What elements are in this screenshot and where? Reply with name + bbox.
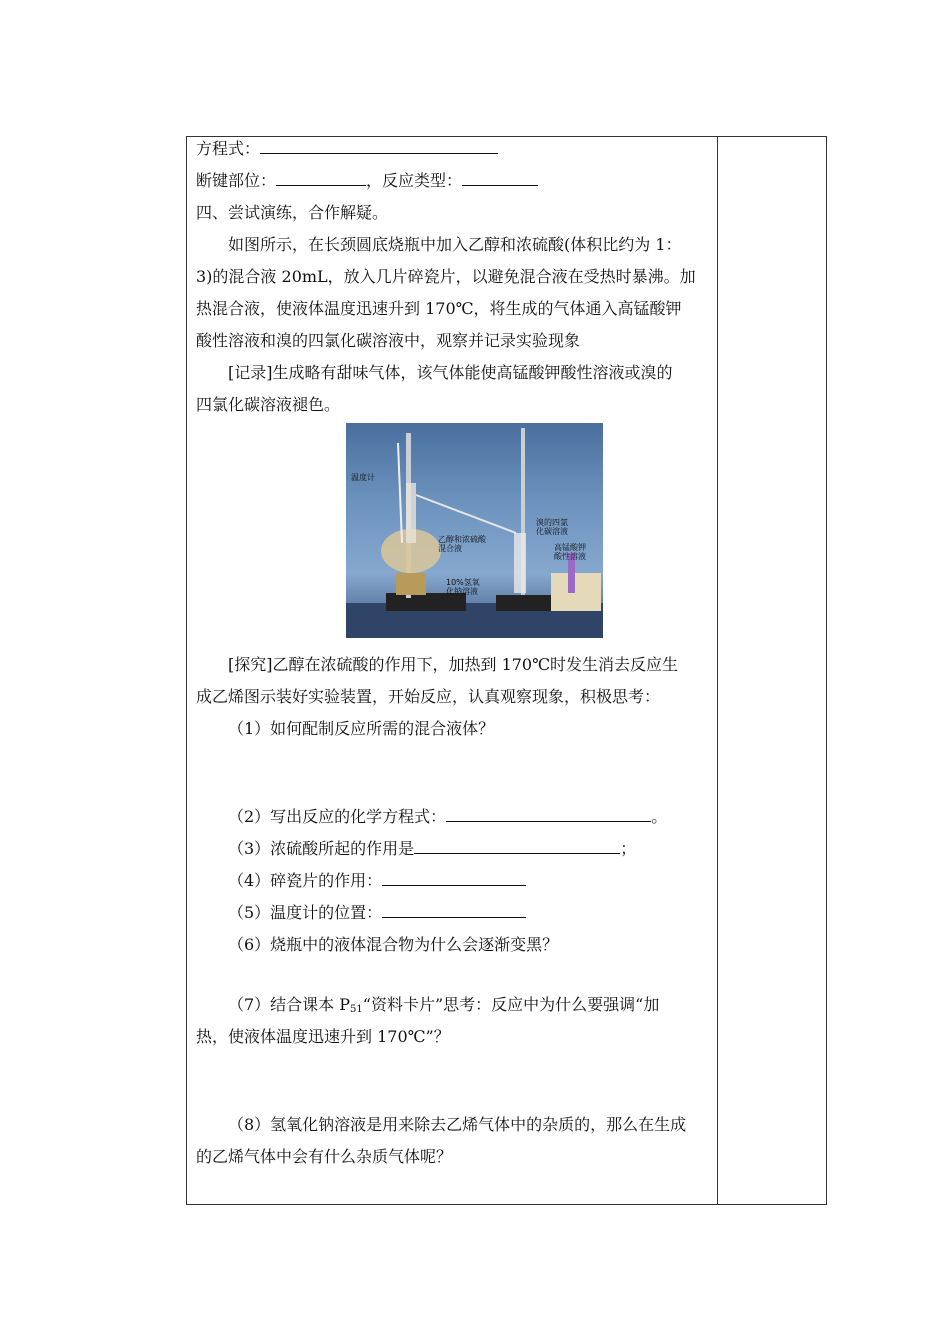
burner — [396, 573, 426, 595]
paragraph-line: 酸性溶液和溴的四氯化碳溶液中，观察并记录实验现象 — [196, 331, 581, 350]
question-3-end: ； — [620, 839, 637, 858]
question-7-text: （7）结合课本 P — [228, 995, 351, 1014]
break-label: 断键部位： — [196, 171, 277, 190]
question-2-text: （2）写出反应的化学方程式： — [228, 807, 447, 826]
section-four: 四、尝试演练，合作解疑。 — [196, 203, 389, 222]
tube-rack — [551, 573, 601, 611]
equation-blank[interactable] — [260, 139, 498, 154]
explore-line: 成乙烯图示装好实验装置，开始反应，认真观察现象，积极思考： — [196, 687, 661, 706]
question-5 — [228, 903, 526, 923]
paragraph-line: 如图所示，在长颈圆底烧瓶中加入乙醇和浓硫酸(体积比约为 1： — [228, 235, 682, 254]
column-divider — [717, 136, 718, 1205]
question-4-blank[interactable] — [382, 871, 526, 886]
record-line: 四氯化碳溶液褪色。 — [196, 395, 341, 414]
record-line: [记录]生成略有甜味气体，该气体能使高锰酸钾酸性溶液或溴的 — [228, 363, 673, 382]
question-8-line2: 的乙烯气体中会有什么杂质气体呢？ — [196, 1147, 453, 1166]
paragraph-line: 热混合液，使液体温度迅速升到 170℃，将生成的气体通入高锰酸钾 — [196, 299, 682, 318]
question-7-text-cont: “资料卡片”思考：反应中为什么要强调“加 — [362, 995, 660, 1014]
question-1: （1）如何配制反应所需的混合液体？ — [228, 719, 495, 738]
page-subscript: 51 — [350, 1004, 363, 1015]
question-7-line1 — [228, 995, 659, 1020]
label-thermometer: 温度计 — [351, 473, 375, 482]
label-kmno4: 高锰酸钾 酸性溶液 — [554, 543, 586, 561]
label-naoh: 10%氢氧 化钠溶液 — [446, 578, 480, 596]
apparatus-photo — [346, 423, 603, 638]
question-2-end: 。 — [651, 807, 668, 826]
delivery-tube — [416, 495, 516, 533]
question-4-text: （4）碎瓷片的作用： — [228, 871, 383, 890]
question-4 — [228, 871, 526, 891]
equation-line — [196, 139, 498, 159]
test-tube — [514, 533, 526, 593]
question-5-text: （5）温度计的位置： — [228, 903, 383, 922]
equation-label: 方程式： — [196, 139, 261, 158]
question-2-blank[interactable] — [446, 807, 651, 822]
flask-neck — [406, 483, 416, 543]
explore-line: [探究]乙醇在浓硫酸的作用下，加热到 170℃时发生消去反应生 — [228, 655, 679, 674]
break-blank[interactable] — [276, 171, 366, 186]
break-line — [196, 171, 538, 191]
label-bromine: 溴的四氯 化碳溶液 — [536, 518, 568, 536]
label-mixture: 乙醇和浓硫酸 混合液 — [438, 535, 486, 553]
question-7-line2: 热，使液体温度迅速升到 170℃”？ — [196, 1027, 450, 1046]
question-2 — [228, 807, 667, 827]
question-3-blank[interactable] — [414, 839, 620, 854]
question-5-blank[interactable] — [382, 903, 526, 918]
reaction-type-blank[interactable] — [462, 171, 538, 186]
thermometer — [398, 443, 402, 543]
question-6: （6）烧瓶中的液体混合物为什么会逐渐变黑？ — [228, 935, 559, 954]
paragraph-line: 3)的混合液 20mL，放入几片碎瓷片，以避免混合液在受热时暴沸。加 — [196, 267, 696, 286]
reaction-type-label: ，反应类型： — [366, 171, 463, 190]
question-3 — [228, 839, 636, 859]
question-8-line1: （8）氢氧化钠溶液是用来除去乙烯气体中的杂质的，那么在生成 — [228, 1115, 687, 1134]
question-3-text: （3）浓硫酸所起的作用是 — [228, 839, 415, 858]
